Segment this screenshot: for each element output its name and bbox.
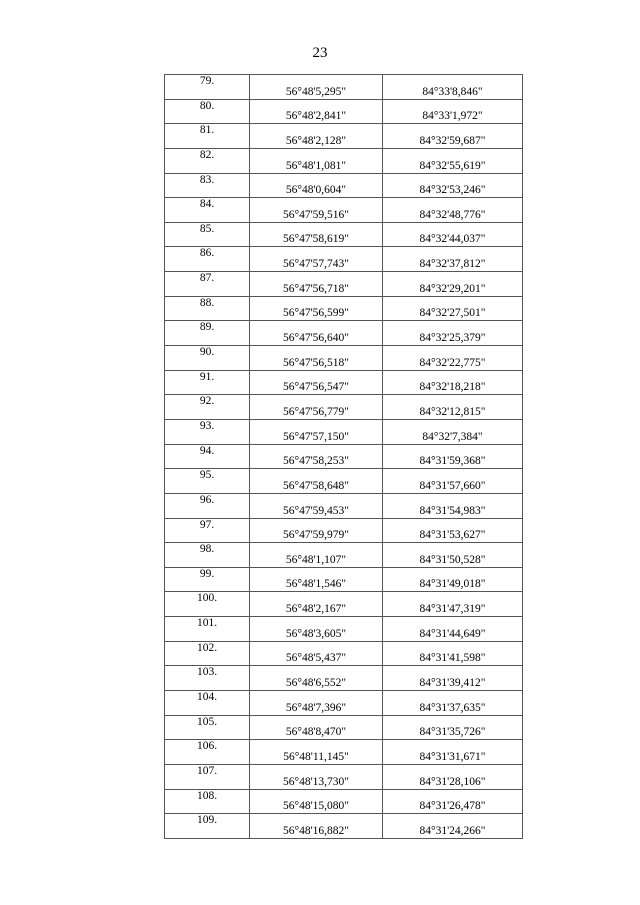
table-row — [165, 296, 523, 321]
table-row — [165, 419, 523, 444]
point-number-cell: 95. — [165, 469, 250, 494]
point-number-cell: 94. — [165, 444, 250, 469]
table-row — [165, 124, 523, 149]
longitude-cell: 84°31'39,412" — [383, 666, 523, 691]
point-number-cell: 102. — [165, 641, 250, 666]
longitude-cell: 84°32'37,812" — [383, 247, 523, 272]
point-number-cell: 100. — [165, 592, 250, 617]
point-number-cell: 88. — [165, 296, 250, 321]
point-number-cell: 83. — [165, 173, 250, 198]
latitude-cell: 56°47'56,718" — [250, 272, 383, 297]
latitude-cell: 56°48'6,552" — [250, 666, 383, 691]
point-number-cell: 101. — [165, 617, 250, 642]
longitude-cell: 84°31'24,266" — [383, 814, 523, 839]
table-row — [165, 567, 523, 592]
latitude-cell: 56°48'0,604" — [250, 173, 383, 198]
table-row — [165, 395, 523, 420]
point-number-cell: 96. — [165, 493, 250, 518]
table-row — [165, 75, 523, 100]
longitude-cell: 84°31'54,983" — [383, 493, 523, 518]
point-number-cell: 92. — [165, 395, 250, 420]
latitude-cell: 56°48'2,128" — [250, 124, 383, 149]
table-row — [165, 715, 523, 740]
latitude-cell: 56°47'56,547" — [250, 370, 383, 395]
latitude-cell: 56°48'5,295" — [250, 75, 383, 100]
table-row — [165, 641, 523, 666]
latitude-cell: 56°47'58,648" — [250, 469, 383, 494]
table-row — [165, 518, 523, 543]
latitude-cell: 56°48'1,081" — [250, 148, 383, 173]
point-number-cell: 79. — [165, 75, 250, 100]
table-row — [165, 592, 523, 617]
longitude-cell: 84°31'28,106" — [383, 764, 523, 789]
table-row — [165, 173, 523, 198]
point-number-cell: 89. — [165, 321, 250, 346]
table-row — [165, 740, 523, 765]
longitude-cell: 84°32'25,379" — [383, 321, 523, 346]
point-number-cell: 93. — [165, 419, 250, 444]
longitude-cell: 84°32'59,687" — [383, 124, 523, 149]
table-row — [165, 444, 523, 469]
longitude-cell: 84°31'44,649" — [383, 617, 523, 642]
table-row — [165, 222, 523, 247]
latitude-cell: 56°48'3,605" — [250, 617, 383, 642]
latitude-cell: 56°48'11,145" — [250, 740, 383, 765]
table-row — [165, 247, 523, 272]
latitude-cell: 56°48'16,882" — [250, 814, 383, 839]
latitude-cell: 56°47'59,453" — [250, 493, 383, 518]
longitude-cell: 84°32'18,218" — [383, 370, 523, 395]
longitude-cell: 84°31'41,598" — [383, 641, 523, 666]
longitude-cell: 84°31'31,671" — [383, 740, 523, 765]
longitude-cell: 84°32'29,201" — [383, 272, 523, 297]
longitude-cell: 84°32'7,384" — [383, 419, 523, 444]
point-number-cell: 90. — [165, 346, 250, 371]
point-number-cell: 86. — [165, 247, 250, 272]
point-number-cell: 104. — [165, 691, 250, 716]
table-row — [165, 469, 523, 494]
point-number-cell: 97. — [165, 518, 250, 543]
point-number-cell: 80. — [165, 99, 250, 124]
latitude-cell: 56°47'57,743" — [250, 247, 383, 272]
table-row — [165, 99, 523, 124]
coordinates-table-body — [165, 75, 523, 839]
longitude-cell: 84°33'8,846" — [383, 75, 523, 100]
longitude-cell: 84°31'50,528" — [383, 543, 523, 568]
table-row — [165, 493, 523, 518]
table-row — [165, 764, 523, 789]
longitude-cell: 84°31'49,018" — [383, 567, 523, 592]
longitude-cell: 84°31'37,635" — [383, 691, 523, 716]
longitude-cell: 84°32'22,775" — [383, 346, 523, 371]
longitude-cell: 84°31'26,478" — [383, 789, 523, 814]
table-row — [165, 789, 523, 814]
latitude-cell: 56°47'56,599" — [250, 296, 383, 321]
coordinates-table — [164, 74, 523, 839]
latitude-cell: 56°47'57,150" — [250, 419, 383, 444]
point-number-cell: 84. — [165, 198, 250, 223]
longitude-cell: 84°31'59,368" — [383, 444, 523, 469]
point-number-cell: 98. — [165, 543, 250, 568]
point-number-cell: 85. — [165, 222, 250, 247]
table-row — [165, 321, 523, 346]
point-number-cell: 105. — [165, 715, 250, 740]
point-number-cell: 91. — [165, 370, 250, 395]
latitude-cell: 56°48'2,841" — [250, 99, 383, 124]
table-row — [165, 148, 523, 173]
latitude-cell: 56°48'1,107" — [250, 543, 383, 568]
latitude-cell: 56°48'2,167" — [250, 592, 383, 617]
point-number-cell: 108. — [165, 789, 250, 814]
latitude-cell: 56°47'58,253" — [250, 444, 383, 469]
latitude-cell: 56°48'13,730" — [250, 764, 383, 789]
point-number-cell: 81. — [165, 124, 250, 149]
table-row — [165, 370, 523, 395]
table-row — [165, 691, 523, 716]
latitude-cell: 56°47'59,979" — [250, 518, 383, 543]
longitude-cell: 84°32'44,037" — [383, 222, 523, 247]
table-row — [165, 617, 523, 642]
latitude-cell: 56°47'56,779" — [250, 395, 383, 420]
longitude-cell: 84°31'57,660" — [383, 469, 523, 494]
longitude-cell: 84°32'27,501" — [383, 296, 523, 321]
longitude-cell: 84°31'47,319" — [383, 592, 523, 617]
latitude-cell: 56°47'56,640" — [250, 321, 383, 346]
latitude-cell: 56°47'59,516" — [250, 198, 383, 223]
latitude-cell: 56°48'1,546" — [250, 567, 383, 592]
point-number-cell: 99. — [165, 567, 250, 592]
longitude-cell: 84°32'55,619" — [383, 148, 523, 173]
longitude-cell: 84°32'12,815" — [383, 395, 523, 420]
table-row — [165, 666, 523, 691]
table-row — [165, 814, 523, 839]
longitude-cell: 84°32'48,776" — [383, 198, 523, 223]
point-number-cell: 82. — [165, 148, 250, 173]
latitude-cell: 56°48'5,437" — [250, 641, 383, 666]
page-number: 23 — [312, 45, 328, 61]
point-number-cell: 107. — [165, 764, 250, 789]
longitude-cell: 84°31'53,627" — [383, 518, 523, 543]
latitude-cell: 56°47'58,619" — [250, 222, 383, 247]
latitude-cell: 56°48'8,470" — [250, 715, 383, 740]
table-row — [165, 346, 523, 371]
table-row — [165, 543, 523, 568]
point-number-cell: 109. — [165, 814, 250, 839]
longitude-cell: 84°32'53,246" — [383, 173, 523, 198]
latitude-cell: 56°48'15,080" — [250, 789, 383, 814]
longitude-cell: 84°31'35,726" — [383, 715, 523, 740]
latitude-cell: 56°48'7,396" — [250, 691, 383, 716]
point-number-cell: 106. — [165, 740, 250, 765]
table-row — [165, 198, 523, 223]
latitude-cell: 56°47'56,518" — [250, 346, 383, 371]
point-number-cell: 87. — [165, 272, 250, 297]
point-number-cell: 103. — [165, 666, 250, 691]
longitude-cell: 84°33'1,972" — [383, 99, 523, 124]
table-row — [165, 272, 523, 297]
